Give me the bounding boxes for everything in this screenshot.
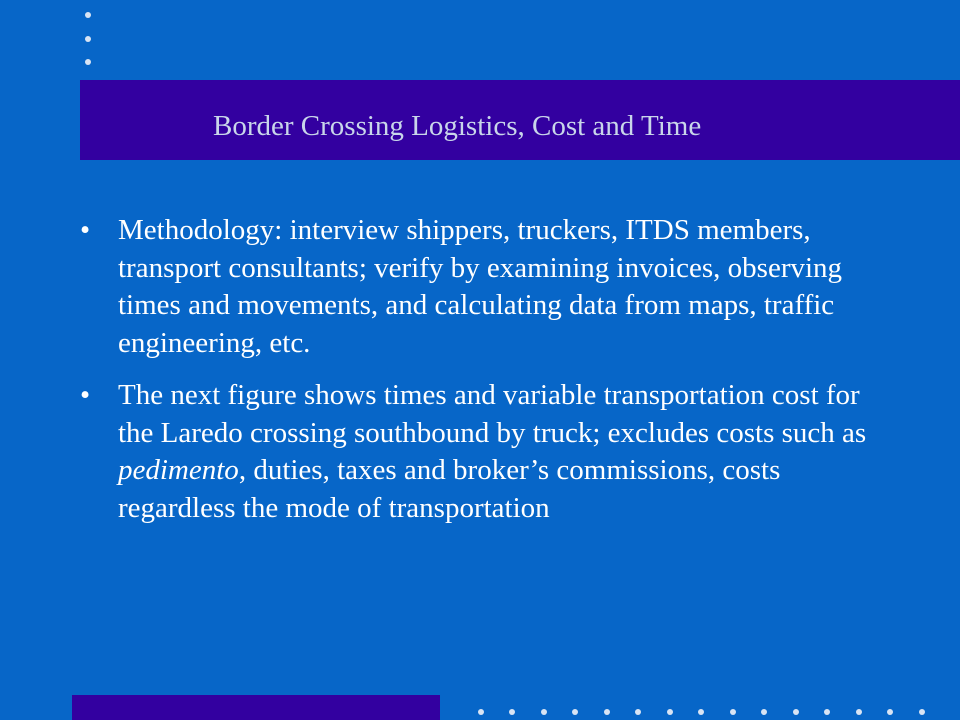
decorative-dot — [541, 709, 547, 715]
decorative-dot — [478, 709, 484, 715]
italic-term-pedimento: pedimento — [118, 454, 239, 486]
bullet-text: Methodology: interview shippers, truckers, ITDS members, transport consultants; verify by examining invoices, observing times and movements, and calculating data from maps, traffic engineering, etc. — [118, 214, 843, 359]
footer-bar — [72, 695, 440, 720]
decorative-dot — [604, 709, 610, 715]
bullet-item-methodology — [80, 212, 890, 362]
bullet-marker: • — [80, 214, 91, 246]
decorative-dot — [572, 709, 578, 715]
decorative-dot — [887, 709, 893, 715]
bullet-item-next-figure — [80, 377, 890, 527]
decorative-dot — [509, 709, 515, 715]
decorative-dot — [856, 709, 862, 715]
bullet-text-part: , duties, taxes and broker’s commissions, costs regardless the mode of transportation — [118, 454, 781, 524]
bullet-list — [80, 212, 890, 542]
decorative-dot — [919, 709, 925, 715]
decorative-dot — [85, 12, 91, 18]
decorative-dot — [793, 709, 799, 715]
decorative-dot — [730, 709, 736, 715]
slide-title: Border Crossing Logistics, Cost and Time — [213, 110, 702, 142]
decorative-dot — [824, 709, 830, 715]
bullet-text — [118, 379, 866, 524]
bullet-marker: • — [80, 379, 91, 411]
decorative-dot — [761, 709, 767, 715]
decorative-dot — [635, 709, 641, 715]
decorative-dot — [85, 36, 91, 42]
bullet-text-part: The next figure shows times and variable transportation cost for the Laredo crossing southbound by truck; excludes costs such as — [118, 379, 867, 449]
title-bar — [80, 80, 960, 160]
decorative-dot — [667, 709, 673, 715]
decorative-dot — [85, 59, 91, 65]
decorative-dot — [698, 709, 704, 715]
